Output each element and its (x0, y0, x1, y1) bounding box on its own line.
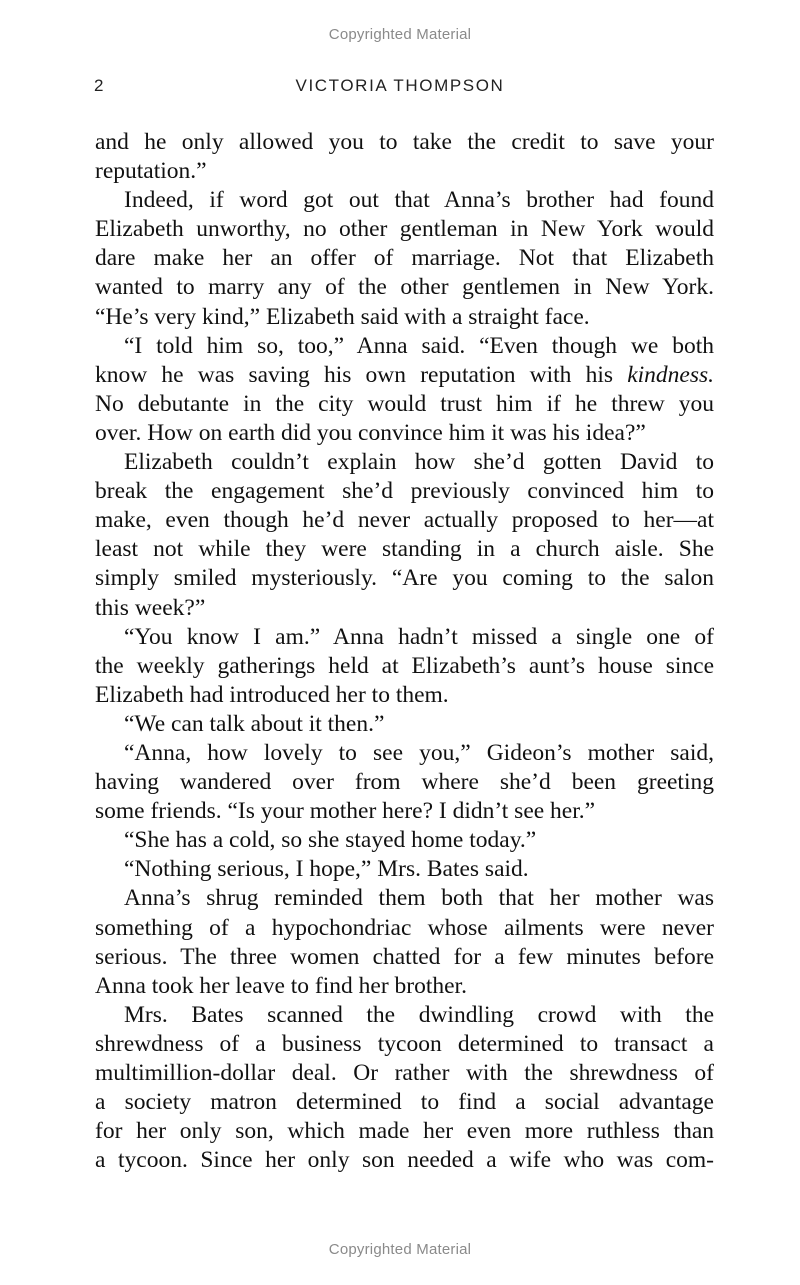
text-line (95, 361, 714, 390)
running-head-author: VICTORIA THOMPSON (295, 76, 505, 95)
text-line: No debutante in the city would trust him if he threw you (95, 390, 714, 417)
text-line: serious. The three women chatted for a few minutes before (95, 943, 714, 970)
text-line: having wandered over from where she’d been greeting (95, 769, 714, 796)
text-line: wanted to marry any of the other gentlemen in New York. (95, 274, 714, 301)
text-line: Elizabeth had introduced her to them. (95, 681, 449, 708)
text-line: over. How on earth did you convince him it was his idea?” (95, 419, 646, 446)
text-line: break the engagement she’d previously convinced him to (95, 478, 714, 505)
text-line: some friends. “Is your mother here? I didn’t see her.” (95, 798, 596, 825)
text-line: simply smiled mysteriously. “Are you coming to the salon (95, 565, 714, 592)
text-line: the weekly gatherings held at Elizabeth’s aunt’s house since (95, 652, 714, 679)
page-number: 2 (94, 76, 104, 95)
text-line: a tycoon. Since her only son needed a wife who was com- (95, 1147, 714, 1174)
text-line: “We can talk about it then.” (124, 710, 385, 737)
text-line: “I told him so, too,” Anna said. “Even though we both (124, 332, 714, 359)
text-line: “Anna, how lovely to see you,” Gideon’s mother said, (124, 739, 714, 766)
text-run: know he was saving his own reputation with his (95, 361, 628, 388)
text-line: “He’s very kind,” Elizabeth said with a straight face. (95, 303, 590, 330)
text-line: shrewdness of a business tycoon determined to transact a (95, 1030, 714, 1057)
text-line: Elizabeth unworthy, no other gentleman in New York would (95, 216, 714, 243)
text-line: this week?” (95, 594, 206, 621)
text-line: least not while they were standing in a church aisle. She (95, 536, 714, 563)
text-line: make, even though he’d never actually proposed to her—at (95, 507, 714, 534)
text-line: “You know I am.” Anna hadn’t missed a single one of (124, 623, 714, 650)
text-line: “She has a cold, so she stayed home today.” (124, 827, 537, 854)
text-line: Anna’s shrug reminded them both that her mother was (124, 885, 714, 912)
copyright-notice-top: Copyrighted Material (328, 26, 472, 43)
text-line: Indeed, if word got out that Anna’s brother had found (124, 187, 714, 214)
text-line: Elizabeth couldn’t explain how she’d gotten David to (124, 449, 714, 476)
text-line: Anna took her leave to find her brother. (95, 972, 467, 999)
text-line: dare make her an offer of marriage. Not that Elizabeth (95, 245, 714, 272)
text-line: “Nothing serious, I hope,” Mrs. Bates said. (124, 856, 529, 883)
text-line: a society matron determined to find a social advantage (95, 1089, 714, 1116)
text-line: Mrs. Bates scanned the dwindling crowd with the (124, 1001, 714, 1028)
text-line: and he only allowed you to take the credit to save your (95, 129, 714, 155)
text-line: reputation.” (95, 158, 207, 185)
italic-text-run: kindness. (627, 361, 714, 388)
text-line: something of a hypochondriac whose ailments were never (95, 914, 714, 941)
text-line: for her only son, which made her even more ruthless than (95, 1118, 714, 1145)
copyright-notice-bottom: Copyrighted Material (328, 1241, 472, 1258)
text-line: multimillion-dollar deal. Or rather with the shrewdness of (95, 1060, 714, 1086)
body-text (95, 128, 714, 1175)
